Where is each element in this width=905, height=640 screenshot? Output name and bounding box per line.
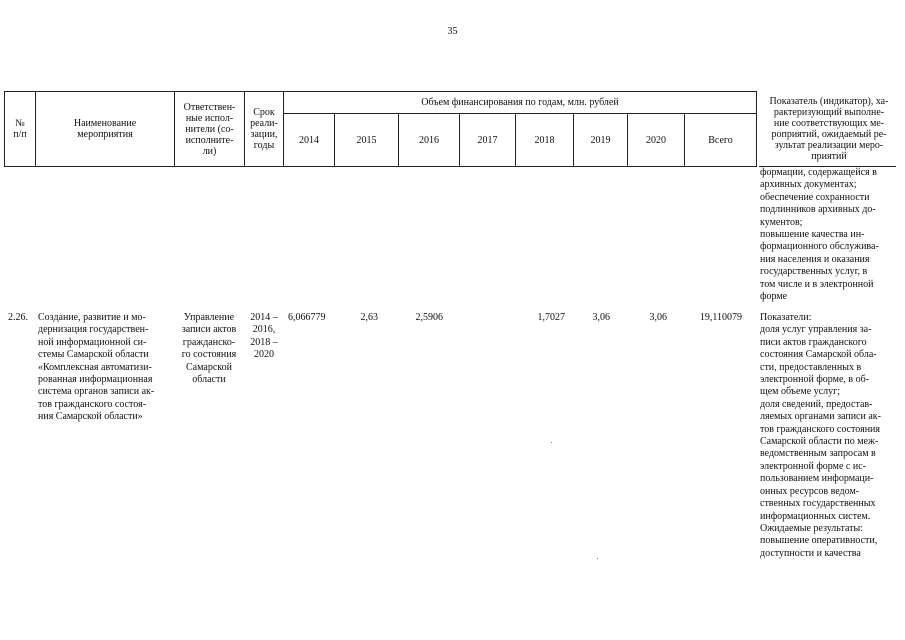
header-term: Срок реали- зации, годы xyxy=(250,107,278,151)
header-year-2019: 2019 xyxy=(590,134,611,146)
value-2018: 1,7027 xyxy=(537,312,565,323)
header-year-2014: 2014 xyxy=(299,134,319,146)
row-number: 2.26. xyxy=(8,312,28,323)
header-year-2018: 2018 xyxy=(534,134,555,146)
header-indicator: Показатель (индикатор), ха- рактеризующий выполне- ние соответствующих ме- роприятий, ожидаемый ре- зультат реализации меро- приятий xyxy=(769,96,889,162)
header-year-2020: 2020 xyxy=(646,134,666,146)
header-total: Всего xyxy=(708,134,733,146)
row-responsible: Управление записи актов гражданско- го состояния Самарской области xyxy=(181,312,237,386)
row-name: Создание, развитие и мо- дернизация государствен- ной информационной си- стемы Самарской области «Комплексная автоматизи- рованная информационная система органов записи ак- тов гражданского состоя- ния Самарской области» xyxy=(38,312,155,423)
value-total: 19,110079 xyxy=(699,312,742,323)
value-2020: 3,06 xyxy=(649,312,667,323)
header-year-2015: 2015 xyxy=(356,134,377,146)
row-indicator: Показатели: доля услуг управления за- писи актов гражданского состояния Самарской обла- сти, предоставленных в электронной форме, в об- щем объеме услуг; доля сведений, предостав- ляемых органами записи ак- тов гражданского состояния Самарской области по меж- ведомственным запросам в электронной форме с ис- пользованием информаци- онных ресурсов ведом- ственных государственных информационных систем. Ожидаемые результаты: повышение оперативности, доступности и качества xyxy=(760,312,881,559)
header-name: Наименование мероприятия xyxy=(73,118,137,140)
header-financing: Объем финансирования по годам, млн. рублей xyxy=(421,96,619,108)
continuation-text: формации, содержащейся в архивных документах; обеспечение сохранности подлинников архивных до- кументов; повышение качества ин- формационного обслужива- ния населения и оказания государственных услуг, в том числе и в электронной форме xyxy=(760,167,879,303)
value-2016: 2,5906 xyxy=(415,312,443,323)
row-term: 2014 – 2016, 2018 – 2020 xyxy=(250,312,278,361)
scan-speck xyxy=(597,558,598,559)
header-num: № п/п xyxy=(13,118,27,140)
value-2015: 2,63 xyxy=(360,312,378,323)
value-2019: 3,06 xyxy=(592,312,610,323)
scan-speck xyxy=(551,442,552,443)
header-year-2017: 2017 xyxy=(477,134,498,146)
header-vline xyxy=(756,91,757,167)
header-year-2016: 2016 xyxy=(419,134,439,146)
page-number: 35 xyxy=(447,26,458,37)
header-responsible: Ответствен- ные испол- нители (со- исполните- ли) xyxy=(183,101,236,157)
value-2014: 6,066779 xyxy=(288,312,326,323)
table-header xyxy=(4,91,896,167)
